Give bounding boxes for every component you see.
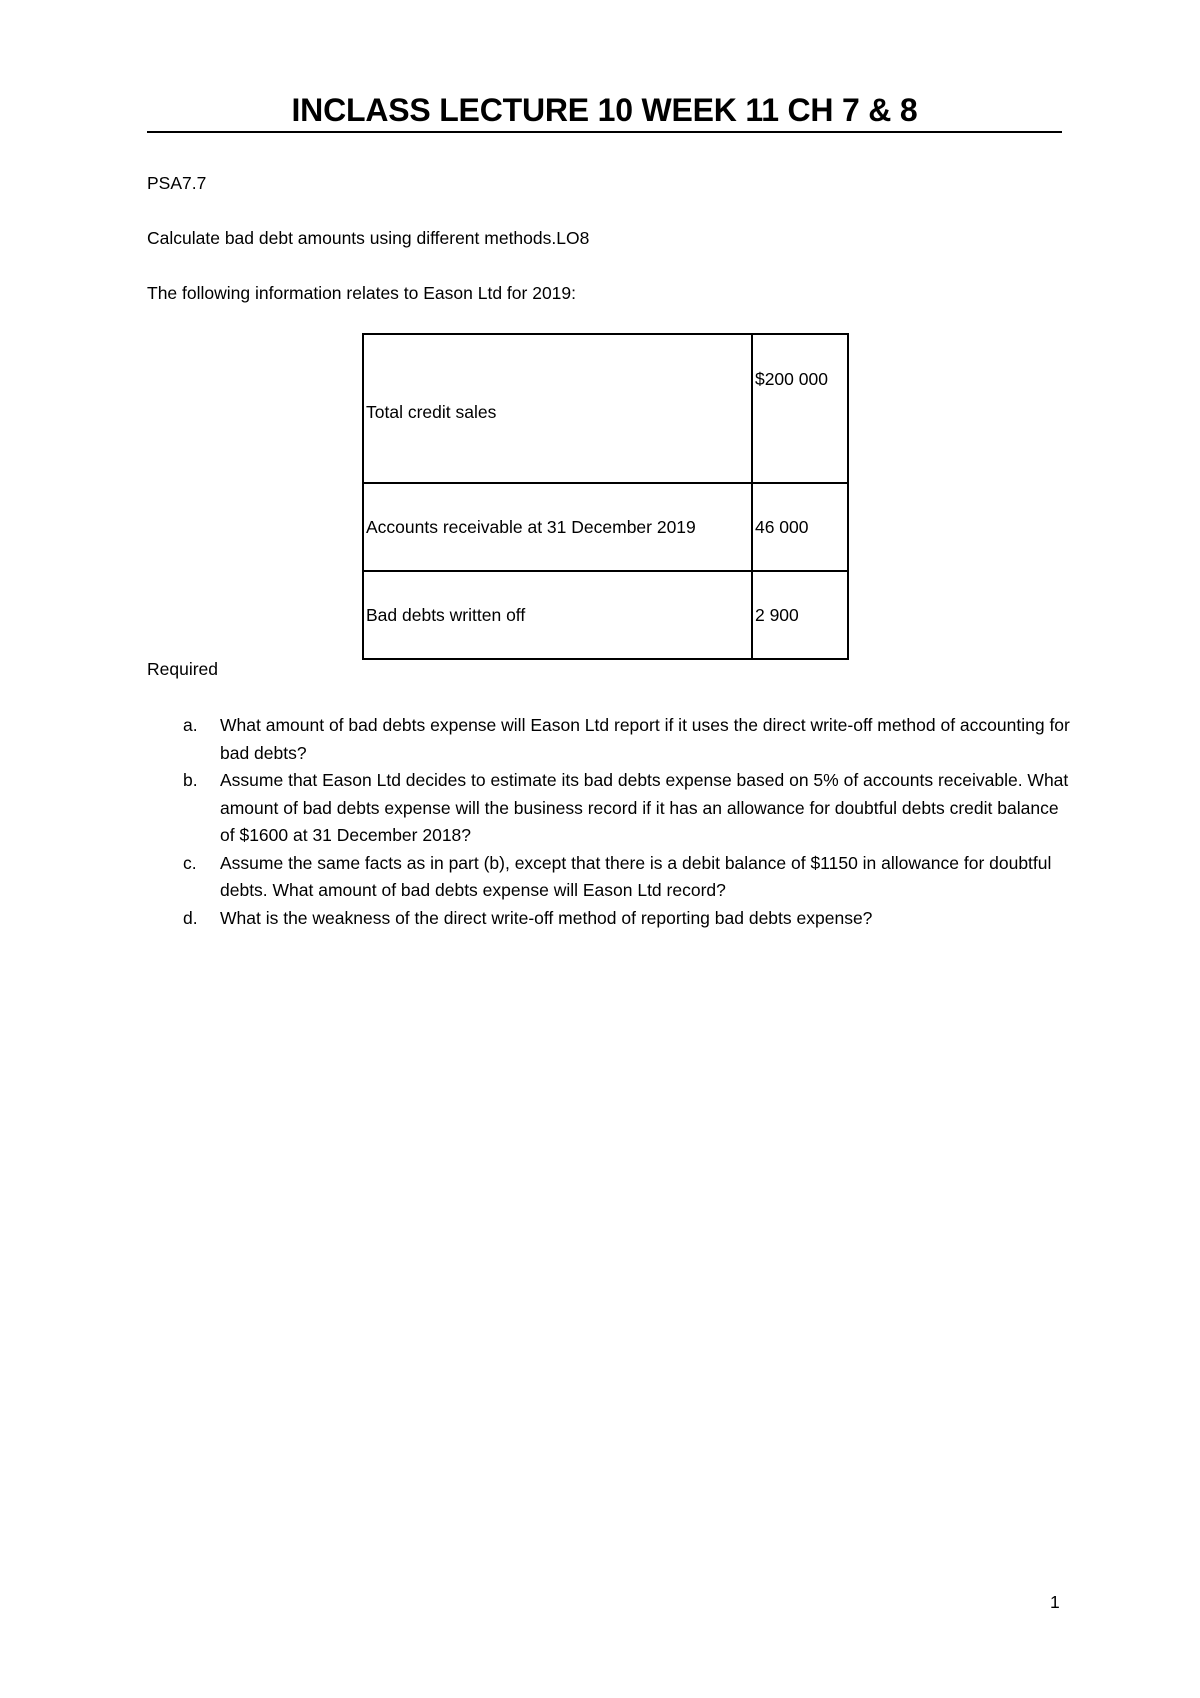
information-table xyxy=(362,333,849,660)
list-marker: b. xyxy=(183,770,198,790)
list-item xyxy=(147,767,1077,850)
table-cell-label: Accounts receivable at 31 December 2019 xyxy=(363,483,752,571)
question-text: Assume the same facts as in part (b), except that there is a debit balance of $1150 in allowance for doubtful debts. What amount of bad debts expense will Eason Ltd record? xyxy=(220,852,1052,900)
problem-objective: Calculate bad debt amounts using different methods.LO8 xyxy=(147,228,590,248)
page-number: 1 xyxy=(1050,1592,1060,1612)
problem-code: PSA7.7 xyxy=(147,173,207,193)
table-cell-value: $200 000 xyxy=(752,334,848,483)
question-list xyxy=(147,712,1077,932)
question-text: What is the weakness of the direct write-off method of reporting bad debts expense? xyxy=(220,907,873,928)
required-heading: Required xyxy=(147,659,219,679)
list-item xyxy=(147,712,1077,767)
list-marker: d. xyxy=(183,907,198,928)
problem-intro: The following information relates to Eason Ltd for 2019: xyxy=(147,283,576,303)
table-cell-label: Bad debts written off xyxy=(363,571,752,659)
list-item xyxy=(147,850,1077,905)
table-row xyxy=(363,334,848,483)
question-text: Assume that Eason Ltd decides to estimate its bad debts expense based on 5% of accounts receivable. What amount of bad debts expense will the business record if it has an allowance for doubtful debts credit balance of $1600 at 31 December 2018? xyxy=(220,770,1069,845)
list-marker: c. xyxy=(183,852,197,873)
question-text: What amount of bad debts expense will Eason Ltd report if it uses the direct write-off method of accounting for bad debts? xyxy=(220,715,1070,763)
list-item xyxy=(147,905,1077,933)
page-title: INCLASS LECTURE 10 WEEK 11 CH 7 & 8 xyxy=(291,92,918,128)
table-row xyxy=(363,483,848,571)
table-row xyxy=(363,571,848,659)
list-marker: a. xyxy=(183,715,198,735)
title-underline xyxy=(147,131,1062,133)
table-cell-value: 2 900 xyxy=(752,571,848,659)
table-cell-label: Total credit sales xyxy=(363,334,752,483)
table-cell-value: 46 000 xyxy=(752,483,848,571)
